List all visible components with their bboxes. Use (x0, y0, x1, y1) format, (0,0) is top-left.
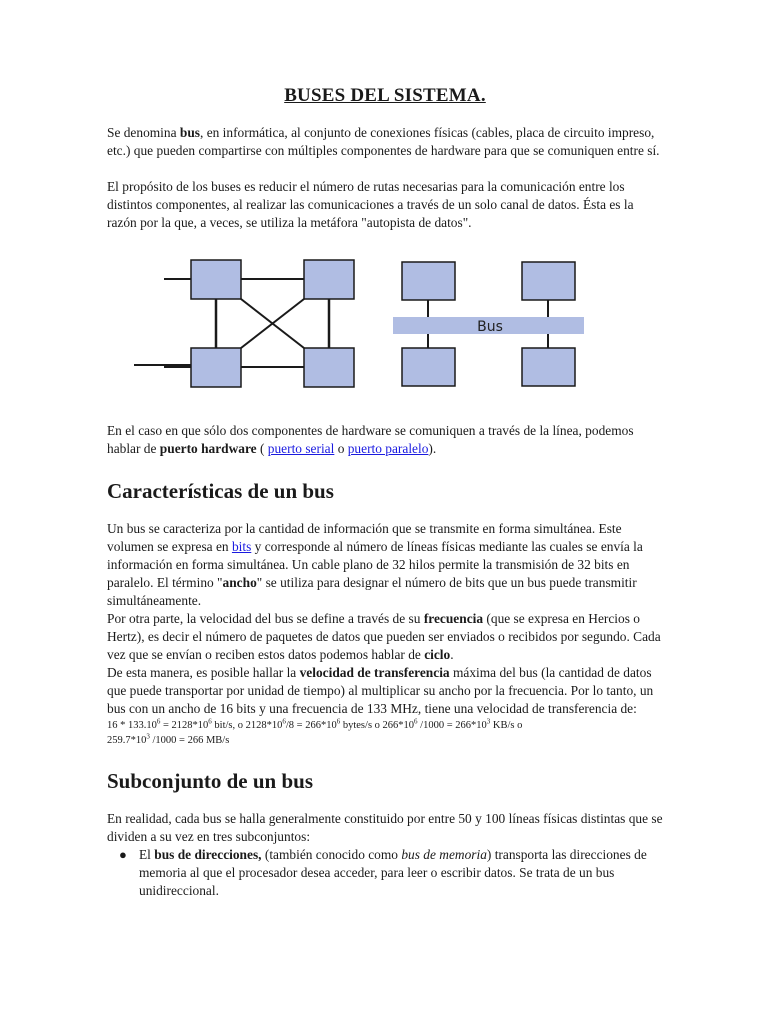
text-run: y corresponde al número de líneas físicas mediante las cuales se envía la información en forma simultánea. Un cable plano de 32 hilos permite la transmisión de 32 bits en paralelo. El término " (107, 539, 643, 590)
formula-exponent: 6 (156, 717, 161, 726)
bullet-icon: ● (119, 847, 127, 862)
text-run: " se utiliza para designar el número de bits que un bus puede transmitir simultáneamente. (107, 575, 637, 608)
list-item (119, 846, 663, 900)
formula-part: = 2128*10 (160, 720, 209, 731)
caracteristicas-paragraph-1 (107, 520, 663, 610)
bold-term-bus-de-direcciones: bus de direcciones, (154, 847, 262, 862)
section-heading-subconjunto: Subconjunto de un bus (107, 769, 314, 793)
formula-exponent: 3 (486, 717, 491, 726)
caracteristicas-paragraph-3 (107, 664, 663, 718)
link-bits[interactable]: bits (231, 539, 252, 554)
page-title: BUSES DEL SISTEMA. (284, 85, 486, 106)
text-run: De esta manera, es posible hallar la (107, 665, 300, 680)
formula-exponent: 6 (336, 717, 341, 726)
shared-bus-diagram (393, 262, 584, 386)
bold-term-velocidad-de-transferencia: velocidad de transferencia (299, 665, 450, 680)
component-box (522, 348, 575, 386)
subconjunto-list (107, 846, 663, 900)
formula-part: 259.7*10 (107, 735, 147, 746)
bold-term-ancho: ancho (222, 575, 257, 590)
document-page (107, 84, 663, 900)
intro-paragraph-2: El propósito de los buses es reducir el número de rutas necesarias para la comunicación entre los distintos componentes, al realizar las comunicaciones a través de un solo canal de datos. Ésta es la razón por la que, a veces, se utiliza la metáfora "autopista de datos". (107, 179, 634, 230)
component-box (402, 262, 455, 300)
text-run: ). (428, 441, 437, 456)
formula-part: 16 * 133.10 (107, 720, 157, 731)
link-puerto-paralelo[interactable]: puerto paralelo (347, 441, 429, 456)
text-run: El (139, 847, 155, 862)
component-box (191, 260, 241, 299)
bus-topology-diagram (107, 250, 663, 410)
text-run: o (334, 441, 348, 456)
text-run: (que se expresa en Hercios o Hertz), es decir el número de paquetes de datos que pueden ser enviados o recibidos por segundo. Cada vez que se envían o reciben estos datos podemos hablar de (107, 611, 661, 662)
italic-term-bus-de-memoria: bus de memoria (401, 847, 487, 862)
component-box (304, 348, 354, 387)
text-run: Por otra parte, la velocidad del bus se define a través de su (107, 611, 424, 626)
text-run: . (450, 647, 454, 662)
formula-exponent: 6 (282, 717, 286, 726)
formula-part: /1000 = 266 MB/s (149, 735, 230, 746)
link-puerto-serial[interactable]: puerto serial (267, 441, 335, 456)
text-run: En el caso en que sólo dos componentes de hardware se comuniquen a través de la línea, podemos hablar de (107, 423, 634, 456)
formula-part: /1000 = 266*10 (417, 720, 487, 731)
text-run: ) transporta las direcciones de memoria al que el procesador desea acceder, para leer o escribir datos. Se trata de un bus unidireccional. (139, 847, 647, 898)
formula-part: bit/s, o 2128*10 (211, 720, 283, 731)
component-box (191, 348, 241, 387)
bus-label: Bus (477, 319, 503, 335)
formula-part: /8 = 266*10 (285, 720, 337, 731)
component-box (522, 262, 575, 300)
text-run: Un bus se caracteriza por la cantidad de información que se transmite en forma simultánea. Este volumen se expresa en (107, 521, 622, 554)
caracteristicas-paragraph-2 (107, 610, 663, 664)
formula-exponent: 6 (208, 717, 212, 726)
section-heading-caracteristicas: Características de un bus (107, 479, 334, 503)
text-run: ( (256, 441, 268, 456)
bold-term-puerto-hardware: puerto hardware (159, 441, 257, 456)
bold-term-frecuencia: frecuencia (423, 611, 484, 626)
text-run: , en informática, al conjunto de conexiones físicas (cables, placa de circuito impreso, etc.) que pueden compartirse con múltiples componentes de hardware para que se comuniquen entre sí. (107, 125, 660, 158)
component-box (402, 348, 455, 386)
transfer-rate-formula (107, 718, 663, 748)
formula-exponent: 3 (146, 732, 150, 741)
bold-term-bus: bus (179, 125, 200, 140)
component-box (304, 260, 354, 299)
text-run: (también conocido como (261, 847, 402, 862)
text-run: máxima del bus (la cantidad de datos que puede transportar por unidad de tiempo) al multiplicar su ancho por la frecuencia. Por lo tanto, un bus con un ancho de 16 bits y una frecuencia de 133 MHz, tiene una velocidad de transferencia de: (107, 665, 654, 716)
bold-term-ciclo: ciclo (424, 647, 451, 662)
formula-exponent: 6 (414, 717, 418, 726)
port-paragraph (107, 422, 663, 458)
subconjunto-paragraph: En realidad, cada bus se halla generalmente constituido por entre 50 y 100 líneas físicas distintas que se dividen a su vez en tres subconjuntos: (107, 811, 663, 844)
text-run: Se denomina (107, 125, 180, 140)
formula-part: KB/s o (490, 720, 523, 731)
formula-part: bytes/s o 266*10 (340, 720, 415, 731)
intro-paragraph-1 (107, 124, 663, 160)
point-to-point-diagram (134, 260, 354, 387)
